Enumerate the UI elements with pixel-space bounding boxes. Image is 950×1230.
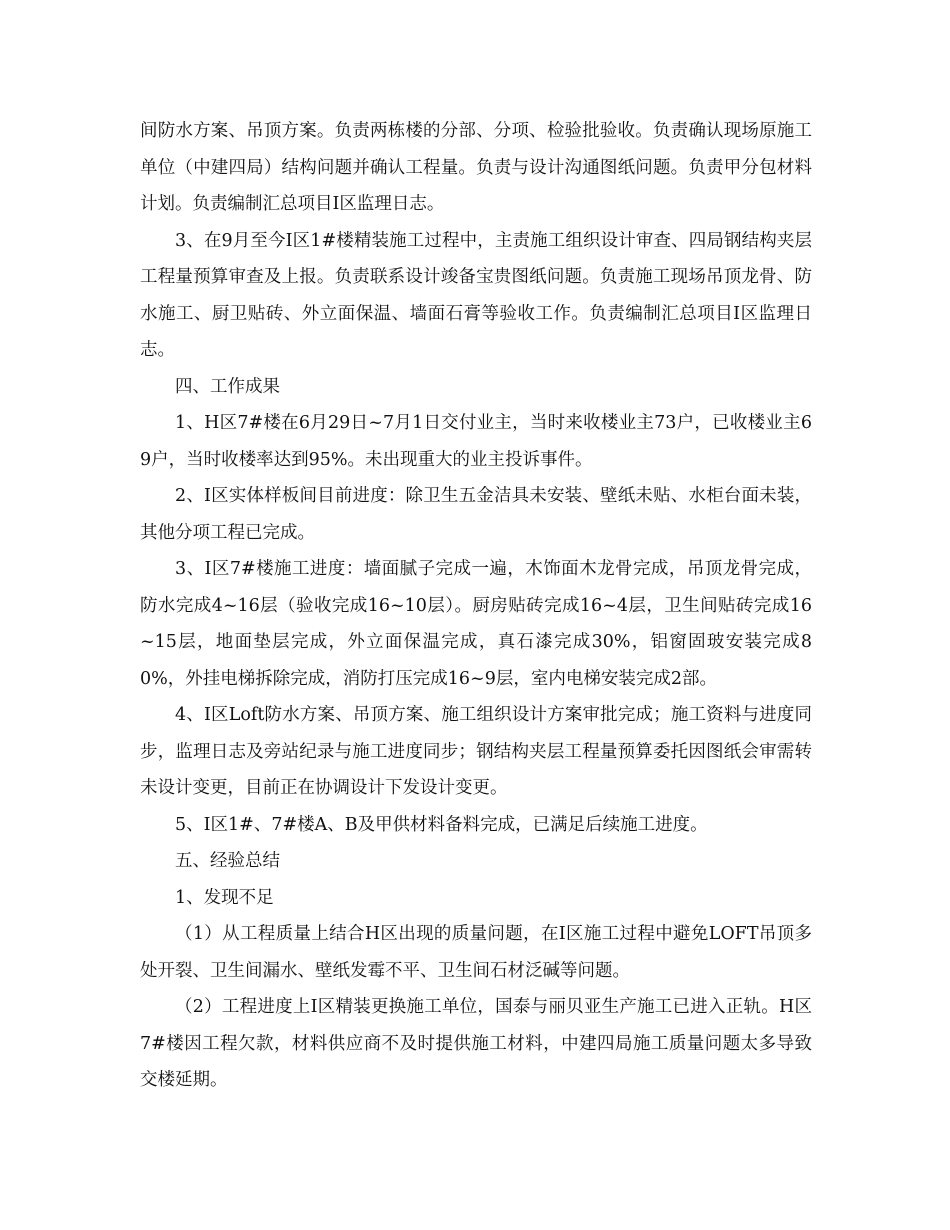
paragraph-shortcoming-2: （2）工程进度上Ⅰ区精装更换施工单位，国泰与丽贝亚生产施工已进入正轨。H区7#楼因工程欠款，材料供应商不及时提供施工材料，中建四局施工质量问题太多导致交楼延期。 (140, 997, 812, 1090)
paragraph-result-4: 4、Ⅰ区Loft防水方案、吊顶方案、施工组织设计方案审批完成；施工资料与进度同步，监理日志及旁站纪录与施工进度同步；钢结构夹层工程量预算委托因图纸会审需转未设计变更，目前正在协调设计下发设计变更。 (140, 705, 812, 798)
paragraph-continuation: 间防水方案、吊顶方案。负责两栋楼的分部、分项、检验批验收。负责确认现场原施工单位（中建四局）结构问题并确认工程量。负责与设计沟通图纸问题。负责甲分包材料计划。负责编制汇总项目Ⅰ区监理日志。 (140, 121, 812, 214)
paragraph-item-3-decoration: 3、在9月至今Ⅰ区1#楼精装施工过程中，主责施工组织设计审查、四局钢结构夹层工程量预算审查及上报。负责联系设计竣备宝贵图纸问题。负责施工现场吊顶龙骨、防水施工、厨卫贴砖、外立面保温、墙面石膏等验收工作。负责编制汇总项目Ⅰ区监理日志。 (140, 230, 812, 360)
paragraph-result-3: 3、Ⅰ区7#楼施工进度：墙面腻子完成一遍，木饰面木龙骨完成，吊顶龙骨完成，防水完成4~16层（验收完成16~10层）。厨房贴砖完成16~4层，卫生间贴砖完成16~15层，地面垫层完成，外立面保温完成，真石漆完成30%，铝窗固玻安装完成80%，外挂电梯拆除完成，消防打压完成16~9层，室内电梯安装完成2部。 (140, 559, 812, 689)
paragraph-result-2: 2、Ⅰ区实体样板间目前进度：除卫生五金洁具未安装、壁纸未贴、水柜台面未装，其他分项工程已完成。 (140, 486, 812, 543)
document-body (140, 113, 812, 1099)
section-heading-experience-summary: 五、经验总结 (175, 851, 280, 871)
subheading-shortcomings: 1、发现不足 (175, 887, 274, 908)
paragraph-shortcoming-1: （1）从工程质量上结合H区出现的质量问题，在Ⅰ区施工过程中避免LOFT吊顶多处开裂、卫生间漏水、壁纸发霉不平、卫生间石材泛碱等问题。 (140, 924, 812, 981)
paragraph-result-5: 5、Ⅰ区1#、7#楼A、B及甲供材料备料完成，已满足后续施工进度。 (175, 814, 708, 835)
section-heading-work-results: 四、工作成果 (175, 376, 280, 397)
paragraph-result-1: 1、H区7#楼在6月29日~7月1日交付业主，当时来收楼业主73户，已收楼业主69户，当时收楼率达到95%。未出现重大的业主投诉事件。 (140, 413, 812, 470)
